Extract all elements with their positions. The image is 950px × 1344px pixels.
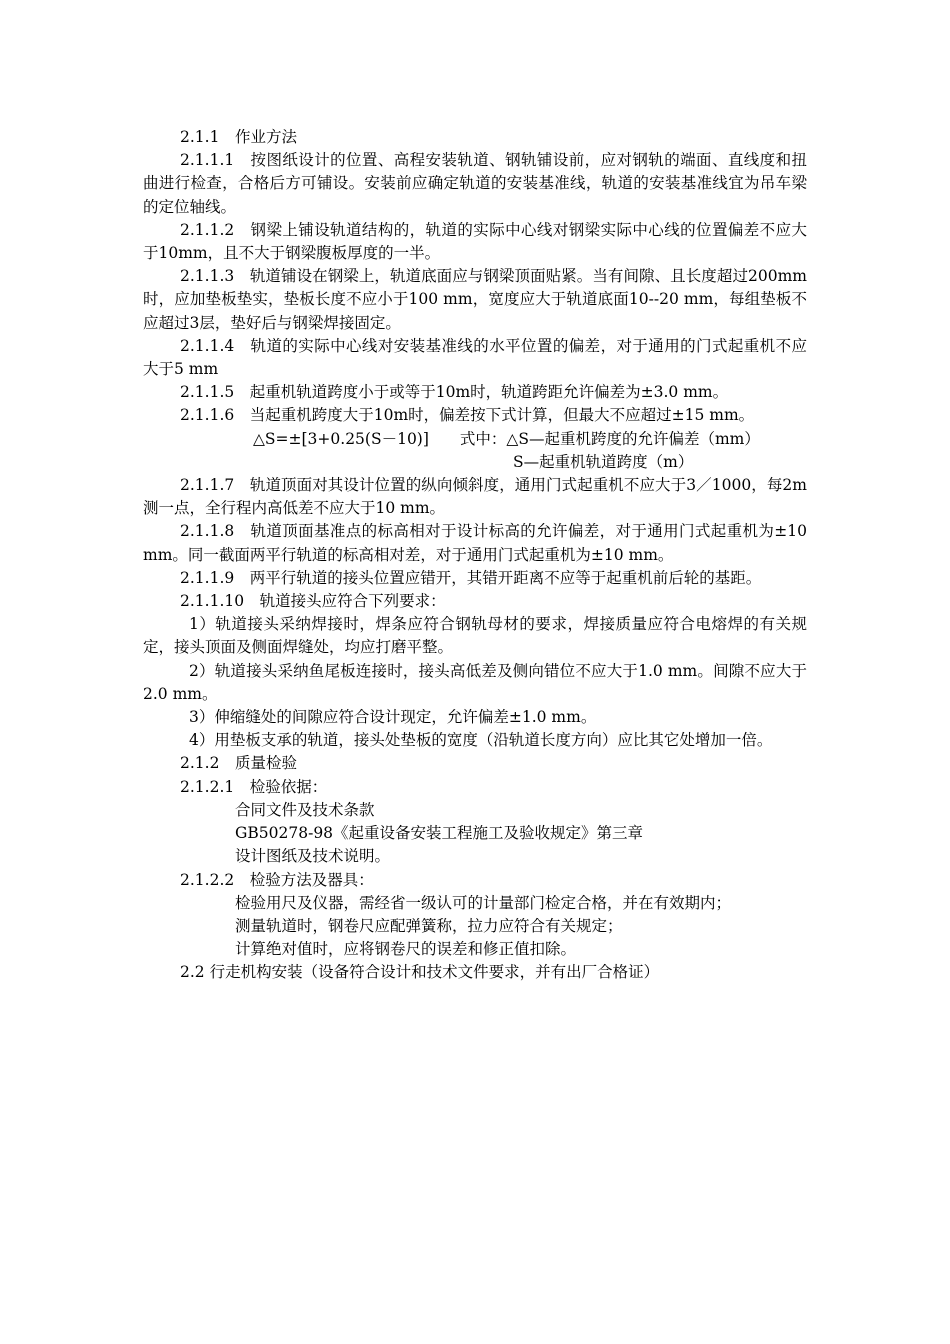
basis-item-2: GB50278-98《起重设备安装工程施工及验收规定》第三章	[235, 824, 644, 843]
basis-item-3: 设计图纸及技术说明。	[235, 847, 391, 866]
formula-line: △S=±[3+0.25(S－10)] 式中：△S—起重机跨度的允许偏差（mm）	[253, 429, 760, 448]
heading-2-1-2: 2.1.2 质量检验	[180, 754, 297, 773]
list-item-1: 1）轨道接头采纳焊接时，焊条应符合钢轨母材的要求，焊接质量应符合电熔焊的有关规定，接头顶面及侧面焊缝处，均应打磨平整。	[143, 615, 807, 657]
para-2-1-1-5: 2.1.1.5 起重机轨道跨度小于或等于10m时，轨道跨距允许偏差为±3.0 mm。	[180, 383, 729, 402]
heading-2-2: 2.2 行走机构安装（设备符合设计和技术文件要求，并有出厂合格证）	[180, 963, 660, 982]
list-item-3: 3）伸缩缝处的间隙应符合设计现定，允许偏差±1.0 mm。	[189, 708, 597, 727]
para-2-1-1-6: 2.1.1.6 当起重机跨度大于10m时，偏差按下式计算，但最大不应超过±15 mm。	[180, 406, 755, 425]
para-2-1-1-9: 2.1.1.9 两平行轨道的接头位置应错开，其错开距离不应等于起重机前后轮的基距。	[180, 568, 762, 587]
method-item-3: 计算绝对值时，应将钢卷尺的误差和修正值扣除。	[235, 940, 577, 959]
para-2-1-1-10: 2.1.1.10 轨道接头应符合下列要求：	[180, 592, 446, 611]
document-body	[143, 126, 807, 985]
list-item-2: 2）轨道接头采纳鱼尾板连接时，接头高低差及侧向错位不应大于1.0 mm。间隙不应大于2.0 mm。	[143, 661, 807, 703]
para-2-1-2-1: 2.1.2.1 检验依据：	[180, 777, 328, 796]
formula-definition: S—起重机轨道跨度（m）	[513, 452, 694, 471]
para-2-1-1-1: 2.1.1.1 按图纸设计的位置、高程安装轨道、钢轨铺设前，应对钢轨的端面、直线度和扭曲进行检查，合格后方可铺设。安装前应确定轨道的安装基准线，轨道的安装基准线宜为吊车梁的定位轴线。	[143, 151, 807, 216]
method-item-2: 测量轨道时，钢卷尺应配弹簧称，拉力应符合有关规定；	[235, 916, 623, 935]
heading-2-1-1: 2.1.1 作业方法	[180, 128, 297, 146]
para-2-1-2-2: 2.1.2.2 检验方法及器具：	[180, 870, 374, 889]
para-2-1-1-3: 2.1.1.3 轨道铺设在钢梁上，轨道底面应与钢梁顶面贴紧。当有间隙、且长度超过200mm时，应加垫板垫实，垫板长度不应小于100 mm，宽度应大于轨道底面10--20 mm，每组垫板不应超过3层，垫好后与钢梁焊接固定。	[143, 267, 807, 332]
para-2-1-1-4: 2.1.1.4 轨道的实际中心线对安装基准线的水平位置的偏差，对于通用的门式起重机不应大于5 mm	[143, 336, 807, 379]
basis-item-1: 合同文件及技术条款	[235, 800, 375, 819]
para-2-1-1-2: 2.1.1.2 钢梁上铺设轨道结构的，轨道的实际中心线对钢梁实际中心线的位置偏差不应大于10mm，且不大于钢梁腹板厚度的一半。	[143, 220, 807, 263]
para-2-1-1-7: 2.1.1.7 轨道顶面对其设计位置的纵向倾斜度，通用门式起重机不应大于3／1000，每2m测一点，全行程内高低差不应大于10 mm。	[143, 476, 807, 518]
list-item-4: 4）用垫板支承的轨道，接头处垫板的宽度（沿轨道长度方向）应比其它处增加一倍。	[189, 731, 773, 750]
para-2-1-1-8: 2.1.1.8 轨道顶面基准点的标高相对于设计标高的允许偏差，对于通用门式起重机为±10 mm。同一截面两平行轨道的标高相对差，对于通用门式起重机为±10 mm。	[143, 522, 807, 564]
method-item-1: 检验用尺及仪器，需经省一级认可的计量部门检定合格，并在有效期内；	[235, 893, 732, 912]
